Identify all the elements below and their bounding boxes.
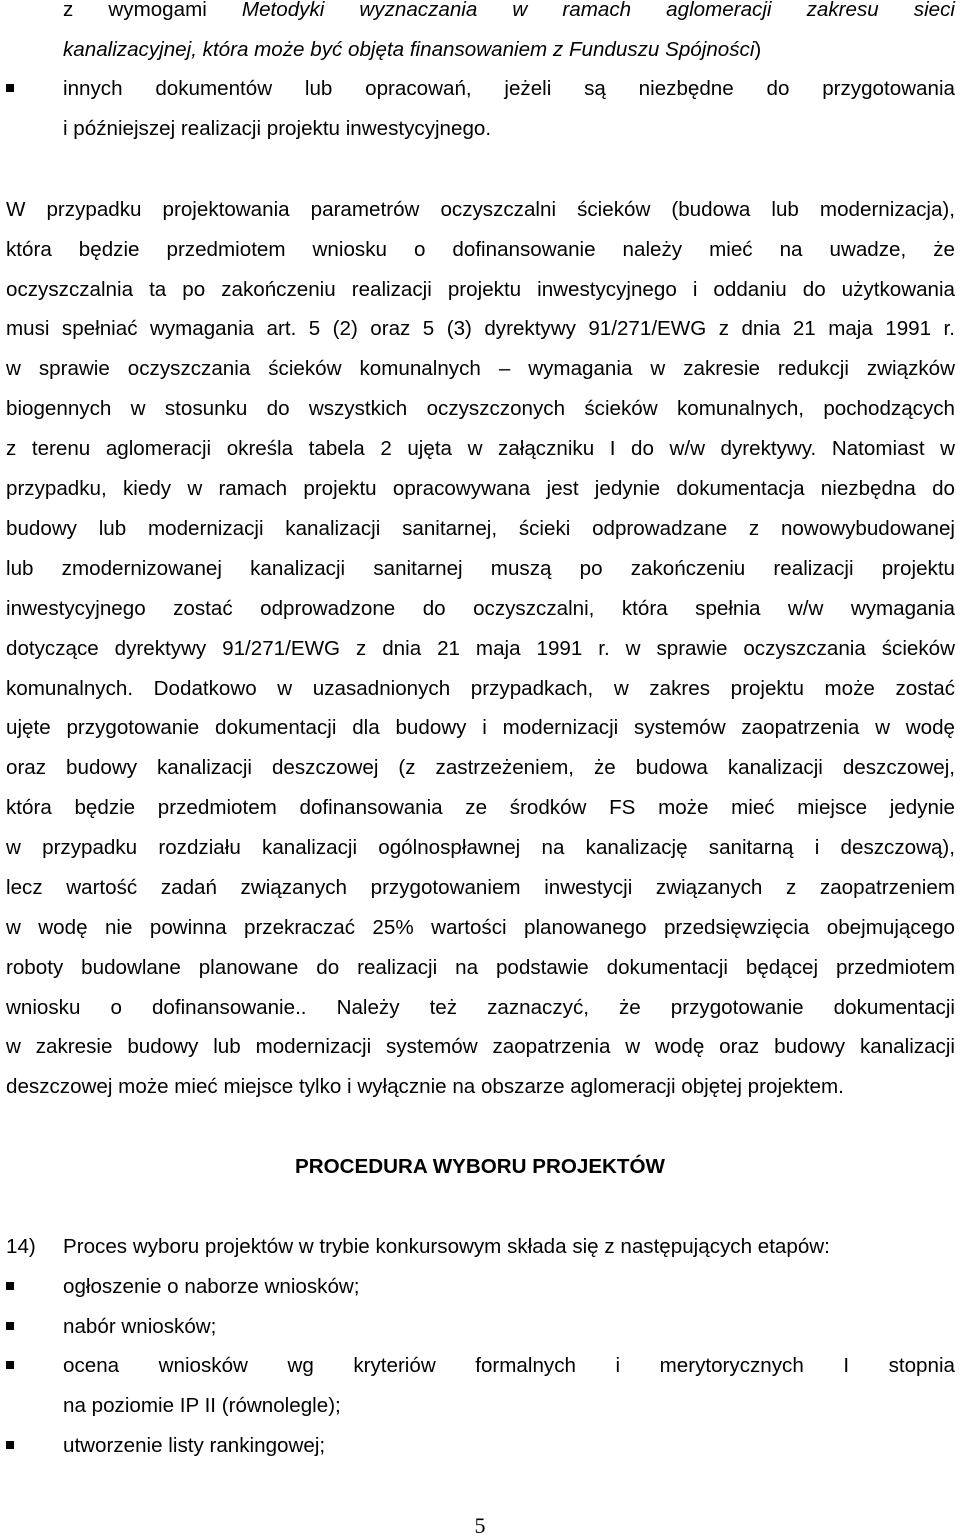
document-title-italic: kanalizacyjnej, która może być objęta finansowaniem z Funduszu Spójności [63, 38, 755, 61]
paragraph-line: komunalnych. Dodatkowo w uzasadnionych przypadkach, w zakres projektu może zostać [6, 677, 955, 700]
paragraph-line: musi spełniać wymagania art. 5 (2) oraz 5 (3) dyrektywy 91/271/EWG z dnia 21 maja 1991 r. [6, 317, 955, 340]
page-number: 5 [474, 1513, 486, 1538]
paragraph-line: inwestycyjnego zostać odprowadzone do oczyszczalni, która spełnia w/w wymagania [6, 597, 955, 620]
paragraph-line: przypadku, kiedy w ramach projektu opracowywana jest jedynie dokumentacja niezbędna do [6, 477, 955, 500]
paragraph-line: oczyszczalnia ta po zakończeniu realizacji projektu inwestycyjnego i oddaniu do użytkowania [6, 278, 955, 301]
text-segment: z wymogami [63, 0, 242, 21]
list-item: ocena wniosków wg kryteriów formalnych i merytorycznych I stopnia [63, 1354, 955, 1377]
text-line [63, 0, 955, 22]
paragraph-line: lub zmodernizowanej kanalizacji sanitarnej muszą po zakończeniu realizacji projektu [6, 557, 955, 580]
bullet-icon [6, 1282, 14, 1290]
paragraph-line: w przypadku rozdziału kanalizacji ogólnospławnej na kanalizację sanitarną i deszczową), [6, 836, 955, 859]
list-item-continuation: na poziomie IP II (równolegle); [63, 1394, 341, 1417]
list-item: ogłoszenie o naborze wniosków; [63, 1275, 360, 1298]
paragraph-line: dotyczące dyrektywy 91/271/EWG z dnia 21 maja 1991 r. w sprawie oczyszczania ścieków [6, 637, 955, 660]
bullet-icon [6, 84, 14, 92]
paragraph-line: w zakresie budowy lub modernizacji systemów zaopatrzenia w wodę oraz budowy kanalizacji [6, 1035, 955, 1058]
paragraph-line: oraz budowy kanalizacji deszczowej (z zastrzeżeniem, że budowa kanalizacji deszczowej, [6, 756, 955, 779]
paragraph-line: W przypadku projektowania parametrów oczyszczalni ścieków (budowa lub modernizacja), [6, 198, 955, 221]
paragraph-line: wniosku o dofinansowanie.. Należy też zaznaczyć, że przygotowanie dokumentacji [6, 996, 955, 1019]
list-item: utworzenie listy rankingowej; [63, 1434, 326, 1457]
bullet-icon [6, 1441, 14, 1449]
bullet-icon [6, 1361, 14, 1369]
paragraph-line: ujęte przygotowanie dokumentacji dla budowy i modernizacji systemów zaopatrzenia w wodę [6, 716, 955, 739]
text-segment: ) [754, 38, 762, 61]
paragraph-line: lecz wartość zadań związanych przygotowaniem inwestycji związanych z zaopatrzeniem [6, 876, 955, 899]
document-title-italic: Metodyki wyznaczania w ramach aglomeracji zakresu sieci [241, 0, 955, 21]
paragraph-line: która będzie przedmiotem dofinansowania ze środków FS może mieć miejsce jedynie [6, 796, 955, 819]
paragraph-line: roboty budowlane planowane do realizacji na podstawie dokumentacji będącej przedmiotem [6, 956, 955, 979]
paragraph-line: budowy lub modernizacji kanalizacji sanitarnej, ścieki odprowadzane z nowowybudowanej [6, 517, 955, 540]
item-text: Proces wyboru projektów w trybie konkursowym składa się z następujących etapów: [63, 1235, 830, 1258]
item-number: 14) [6, 1235, 36, 1258]
paragraph-line: biogennych w stosunku do wszystkich oczyszczonych ścieków komunalnych, pochodzących [6, 397, 955, 420]
bullet-text-line: innych dokumentów lub opracowań, jeżeli są niezbędne do przygotowania [63, 77, 955, 100]
section-heading: PROCEDURA WYBORU PROJEKTÓW [295, 1155, 665, 1178]
list-item: nabór wniosków; [63, 1315, 217, 1338]
paragraph-line: deszczowej może mieć miejsce tylko i wyłącznie na obszarze aglomeracji objętej projektem. [6, 1075, 844, 1098]
paragraph-line: w wodę nie powinna przekraczać 25% wartości planowanego przedsięwzięcia obejmującego [6, 916, 955, 939]
paragraph-line: w sprawie oczyszczania ścieków komunalnych – wymagania w zakresie redukcji związków [6, 357, 955, 380]
paragraph-line: która będzie przedmiotem wniosku o dofinansowanie należy mieć na uwadze, że [6, 238, 955, 261]
paragraph-line: z terenu aglomeracji określa tabela 2 ujęta w załączniku I do w/w dyrektywy. Natomiast w [6, 437, 955, 460]
text-line [63, 38, 955, 62]
bullet-icon [6, 1322, 14, 1330]
bullet-text-line: i późniejszej realizacji projektu inwestycyjnego. [63, 117, 492, 140]
